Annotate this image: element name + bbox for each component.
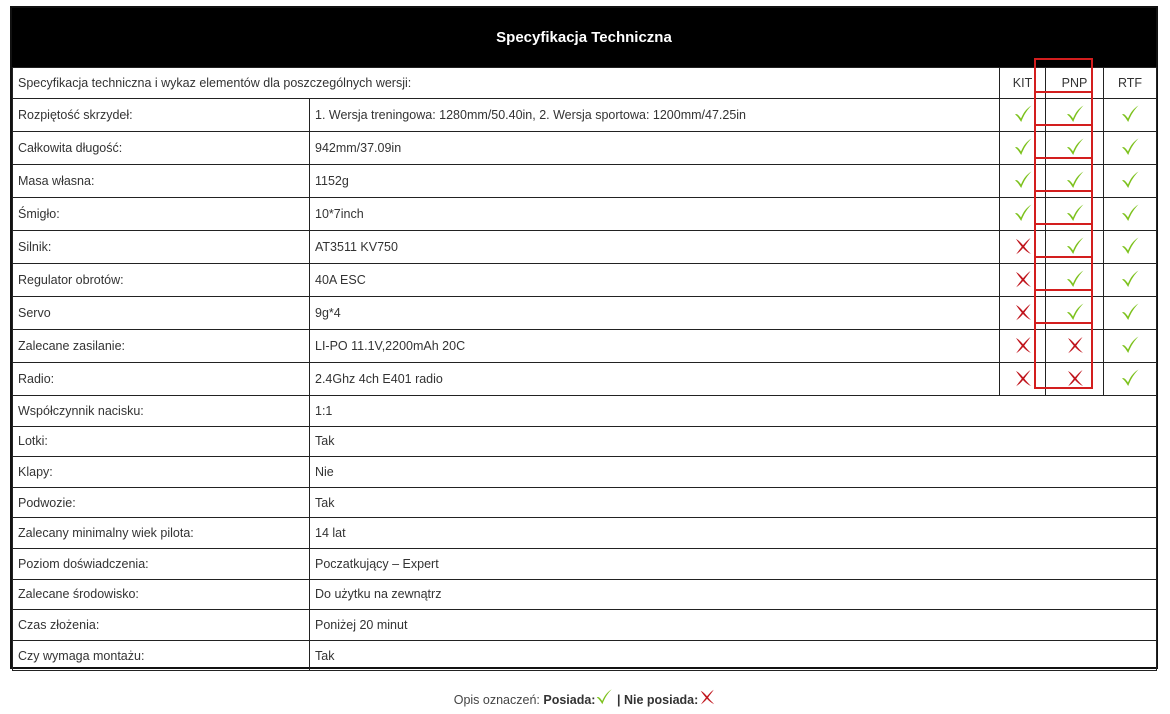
spec-label: Rozpiętość skrzydeł: <box>13 99 310 132</box>
table-row <box>13 640 1157 671</box>
spec-value: Poczatkujący – Expert <box>310 548 1157 579</box>
table-row <box>13 132 1157 165</box>
check-icon <box>1120 269 1140 292</box>
table-row <box>13 363 1157 396</box>
spec-value: 1152g <box>310 165 1000 198</box>
check-icon <box>1065 170 1085 193</box>
mark-rtf <box>1104 297 1157 330</box>
table-row <box>13 297 1157 330</box>
check-icon <box>1065 302 1085 325</box>
check-icon <box>1120 335 1140 358</box>
table-row <box>13 396 1157 427</box>
check-icon <box>1120 170 1140 193</box>
spec-value: Do użytku na zewnątrz <box>310 579 1157 610</box>
mark-pnp <box>1046 264 1104 297</box>
table-row <box>13 165 1157 198</box>
legend-prefix: Opis oznaczeń: <box>453 693 540 707</box>
check-icon <box>1120 368 1140 391</box>
mark-pnp <box>1046 330 1104 363</box>
spec-value: Tak <box>310 640 1157 671</box>
spec-label: Zalecane zasilanie: <box>13 330 310 363</box>
spec-value: 40A ESC <box>310 264 1000 297</box>
mark-kit <box>1000 363 1046 396</box>
table-row <box>13 487 1157 518</box>
spec-value: 942mm/37.09in <box>310 132 1000 165</box>
table-row <box>13 426 1157 457</box>
cross-icon <box>1013 269 1033 292</box>
spec-label: Zalecany minimalny wiek pilota: <box>13 518 310 549</box>
table-row <box>13 198 1157 231</box>
cross-icon <box>1013 236 1033 259</box>
mark-kit <box>1000 330 1046 363</box>
spec-label: Czy wymaga montażu: <box>13 640 310 671</box>
mark-rtf <box>1104 132 1157 165</box>
mark-pnp <box>1046 99 1104 132</box>
spec-label: Klapy: <box>13 457 310 488</box>
check-icon <box>1120 137 1140 160</box>
spec-value: 10*7inch <box>310 198 1000 231</box>
mark-pnp <box>1046 231 1104 264</box>
spec-table <box>12 67 1157 671</box>
legend-has-label: Posiada: <box>543 693 596 707</box>
spec-value: 2.4Ghz 4ch E401 radio <box>310 363 1000 396</box>
mark-kit <box>1000 198 1046 231</box>
check-icon <box>1013 203 1033 226</box>
mark-pnp <box>1046 198 1104 231</box>
mark-pnp <box>1046 165 1104 198</box>
mark-rtf <box>1104 165 1157 198</box>
mark-pnp <box>1046 132 1104 165</box>
mark-rtf <box>1104 231 1157 264</box>
header-row <box>13 68 1157 99</box>
spec-label: Masa własna: <box>13 165 310 198</box>
check-icon <box>1065 203 1085 226</box>
check-icon <box>1120 236 1140 259</box>
spec-label: Zalecane środowisko: <box>13 579 310 610</box>
table-row <box>13 579 1157 610</box>
check-icon <box>1013 137 1033 160</box>
spec-label: Współczynnik nacisku: <box>13 396 310 427</box>
spec-label: Całkowita długość: <box>13 132 310 165</box>
table-row <box>13 610 1157 641</box>
check-icon <box>1120 302 1140 325</box>
table-row <box>13 264 1157 297</box>
spec-value: Tak <box>310 487 1157 518</box>
check-icon <box>1013 170 1033 193</box>
header-label: Specyfikacja techniczna i wykaz elementów dla poszczególnych wersji: <box>13 68 1000 99</box>
mark-rtf <box>1104 264 1157 297</box>
mark-pnp <box>1046 363 1104 396</box>
mark-rtf <box>1104 198 1157 231</box>
table-row <box>13 457 1157 488</box>
spec-label: Czas złożenia: <box>13 610 310 641</box>
spec-value: 1:1 <box>310 396 1157 427</box>
legend-separator: | <box>616 693 621 707</box>
spec-label: Silnik: <box>13 231 310 264</box>
spec-value: Poniżej 20 minut <box>310 610 1157 641</box>
legend <box>0 688 1170 709</box>
cross-icon <box>1065 335 1085 358</box>
spec-label: Lotki: <box>13 426 310 457</box>
check-icon <box>1120 203 1140 226</box>
check-icon <box>1065 104 1085 127</box>
spec-value: Nie <box>310 457 1157 488</box>
mark-rtf <box>1104 363 1157 396</box>
check-icon <box>1120 104 1140 127</box>
spec-table-frame <box>10 6 1158 669</box>
cross-icon <box>1013 335 1033 358</box>
mark-kit <box>1000 99 1046 132</box>
spec-label: Poziom doświadczenia: <box>13 548 310 579</box>
table-row <box>13 548 1157 579</box>
spec-value: LI-PO 11.1V,2200mAh 20C <box>310 330 1000 363</box>
spec-value: AT3511 KV750 <box>310 231 1000 264</box>
spec-value: 14 lat <box>310 518 1157 549</box>
spec-label: Regulator obrotów: <box>13 264 310 297</box>
table-row <box>13 231 1157 264</box>
check-icon <box>1013 104 1033 127</box>
mark-rtf <box>1104 330 1157 363</box>
table-row <box>13 330 1157 363</box>
mark-kit <box>1000 132 1046 165</box>
cross-icon <box>698 688 716 709</box>
spec-label: Śmigło: <box>13 198 310 231</box>
mark-kit <box>1000 165 1046 198</box>
check-icon <box>595 688 613 709</box>
spec-label: Radio: <box>13 363 310 396</box>
spec-label: Podwozie: <box>13 487 310 518</box>
mark-pnp <box>1046 297 1104 330</box>
cross-icon <box>1013 302 1033 325</box>
legend-not-has-label: Nie posiada: <box>623 693 699 707</box>
spec-value: Tak <box>310 426 1157 457</box>
column-rtf: RTF <box>1104 68 1157 99</box>
spec-value: 9g*4 <box>310 297 1000 330</box>
check-icon <box>1065 137 1085 160</box>
column-kit: KIT <box>1000 68 1046 99</box>
spec-value: 1. Wersja treningowa: 1280mm/50.40in, 2. Wersja sportowa: 1200mm/47.25in <box>310 99 1000 132</box>
table-row <box>13 518 1157 549</box>
spec-label: Servo <box>13 297 310 330</box>
check-icon <box>1065 269 1085 292</box>
mark-kit <box>1000 264 1046 297</box>
mark-kit <box>1000 231 1046 264</box>
column-pnp: PNP <box>1046 68 1104 99</box>
check-icon <box>1065 236 1085 259</box>
table-row <box>13 99 1157 132</box>
mark-kit <box>1000 297 1046 330</box>
mark-rtf <box>1104 99 1157 132</box>
spec-title: Specyfikacja Techniczna <box>12 8 1156 67</box>
cross-icon <box>1013 368 1033 391</box>
cross-icon <box>1065 368 1085 391</box>
